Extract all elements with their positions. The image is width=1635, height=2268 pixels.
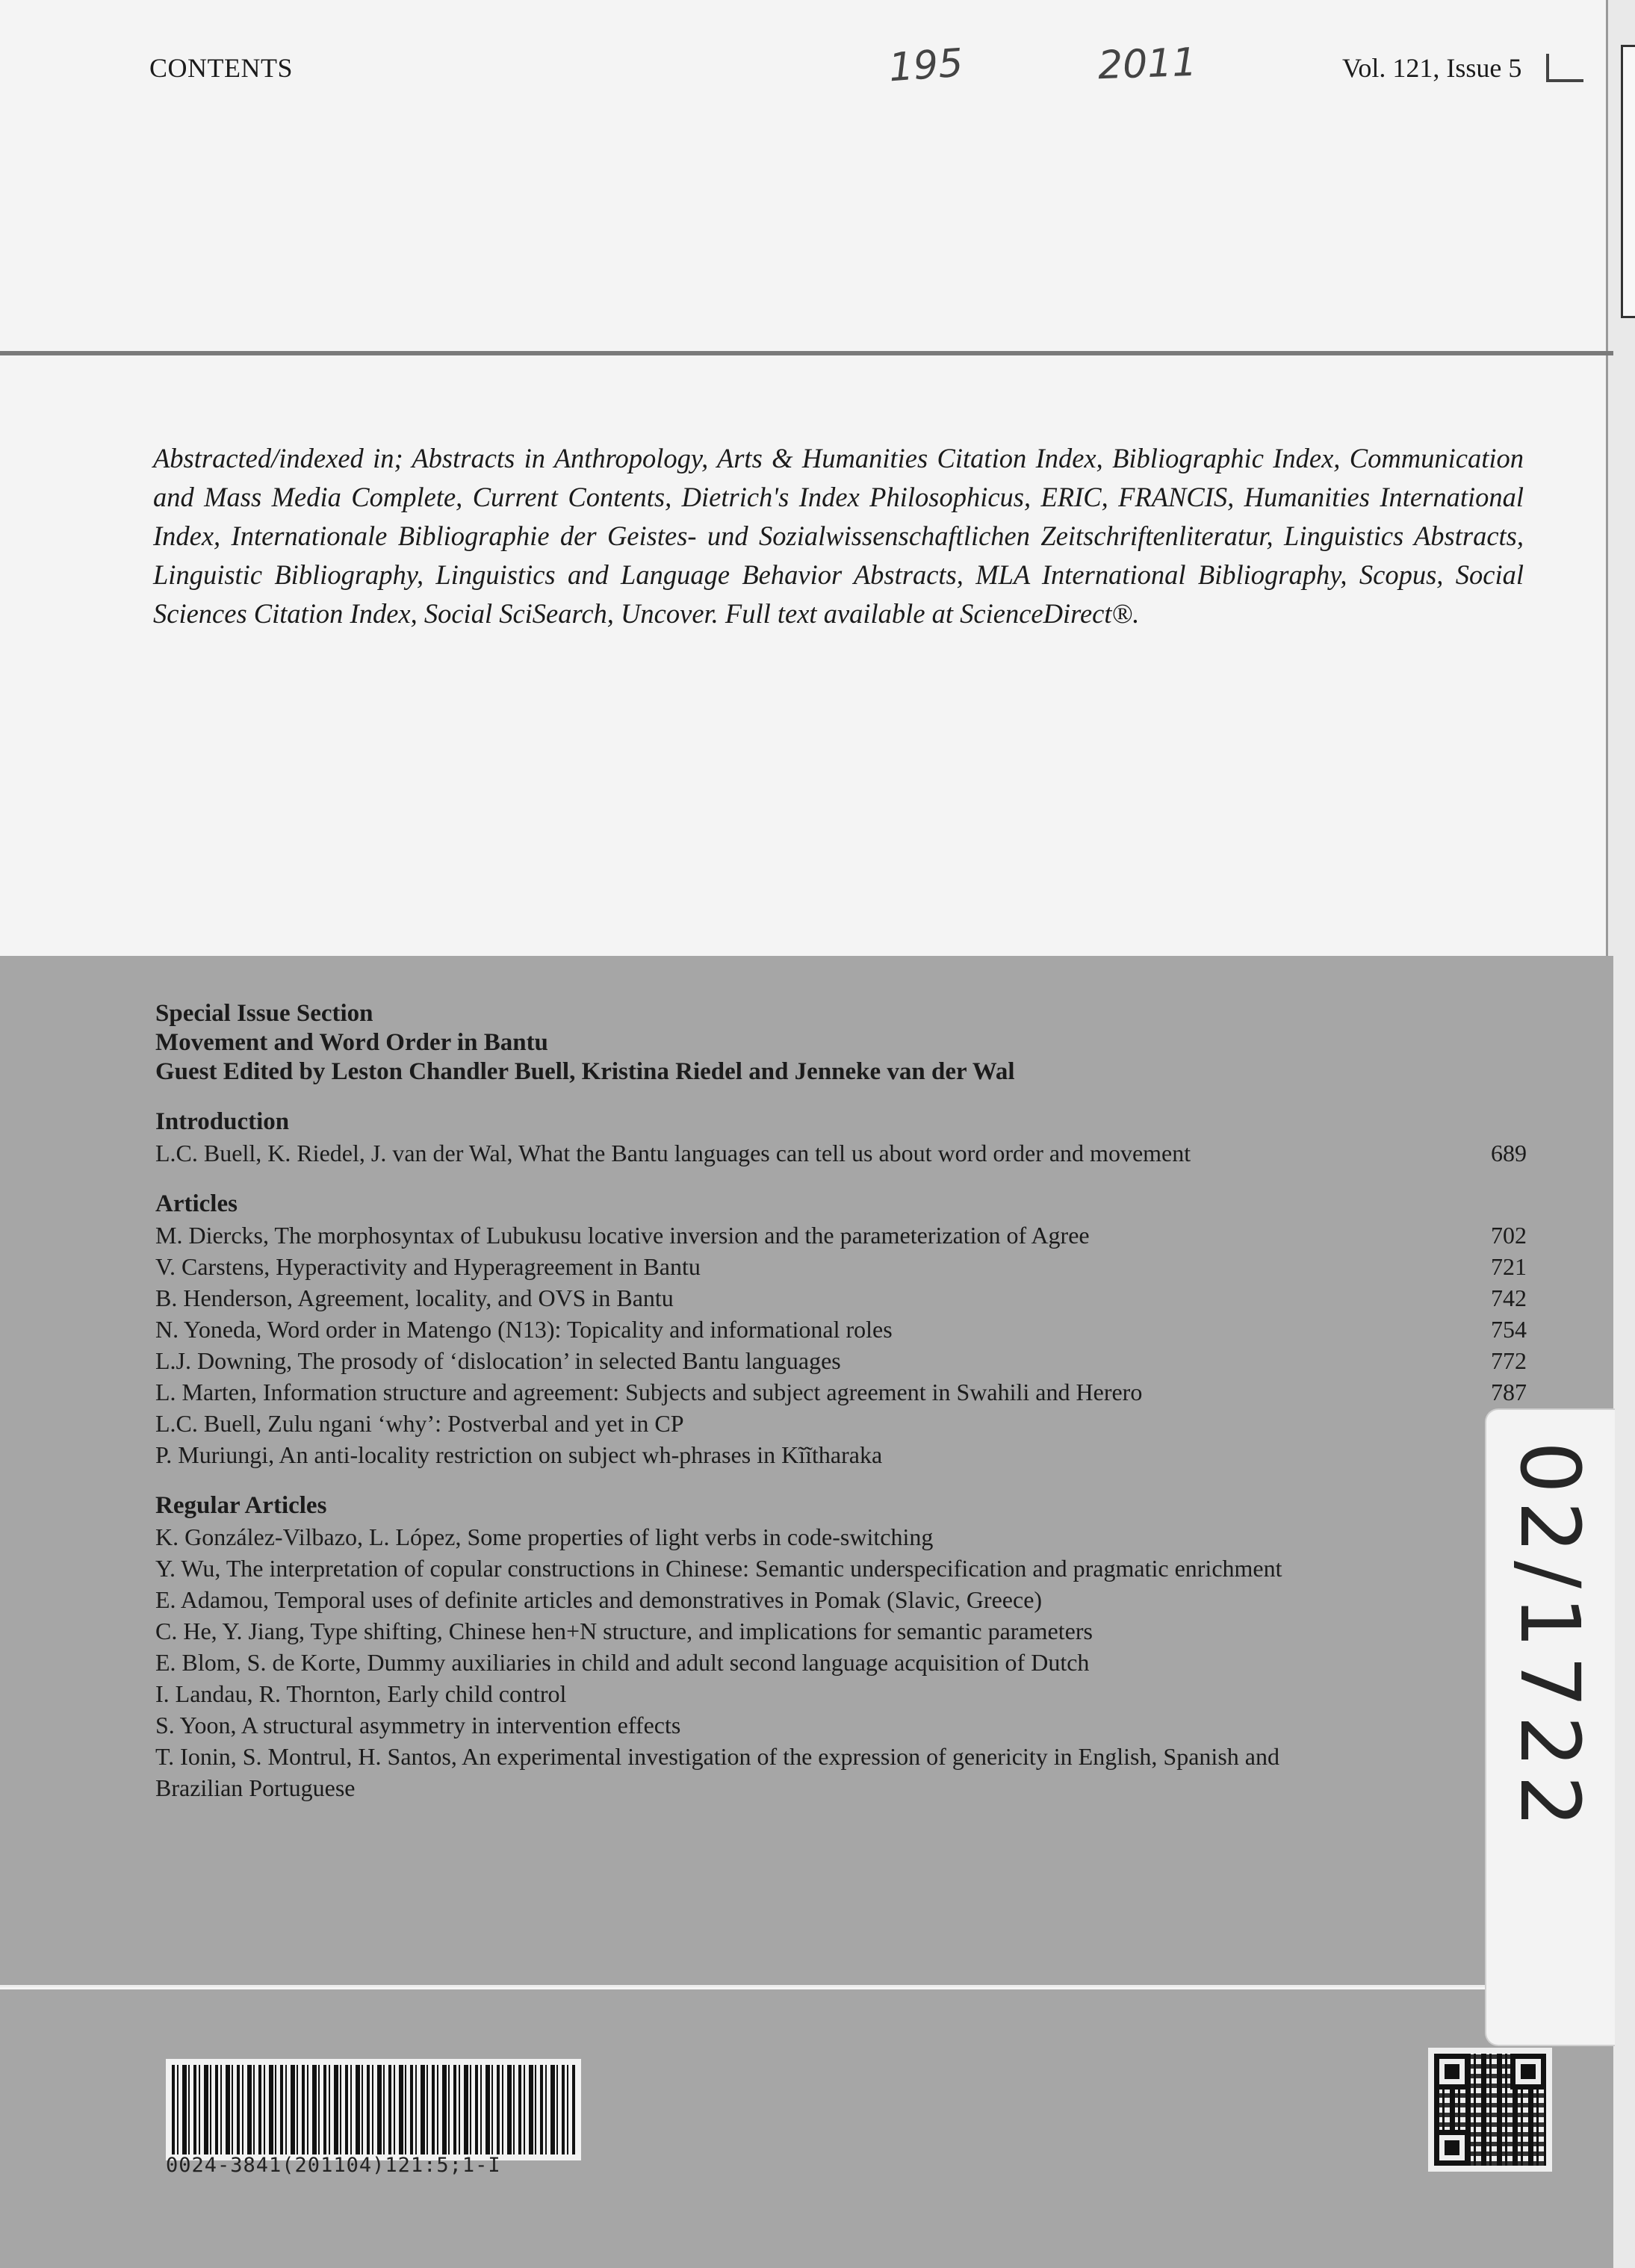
toc-entry-title: Y. Wu, The interpretation of copular constructions in Chinese: Semantic underspecification and pragmatic enrichment	[155, 1555, 1282, 1582]
toc-entry-title: E. Blom, S. de Korte, Dummy auxiliaries in child and adult second language acquisition of Dutch	[155, 1649, 1090, 1676]
toc-entry-title: Brazilian Portuguese	[155, 1774, 356, 1801]
toc-entry	[155, 1314, 1527, 1345]
toc-entry-page: 742	[1491, 1284, 1527, 1311]
handwritten-note-1: 195	[887, 40, 965, 91]
toc-entry-title: K. González-Vilbazo, L. López, Some properties of light verbs in code-switching	[155, 1523, 934, 1550]
volume-label: Vol. 121, Issue 5	[1342, 53, 1522, 83]
toc-entry-page: 787	[1491, 1379, 1527, 1405]
toc-entry	[155, 1678, 1515, 1709]
page-header	[0, 0, 1635, 105]
toc-entry	[155, 1553, 1515, 1584]
section-heading: Regular Articles	[155, 1492, 327, 1519]
special-issue-label: Special Issue Section	[155, 1000, 373, 1027]
toc-entry-title: L. Marten, Information structure and agreement: Subjects and subject agreement in Swahili and Herero	[155, 1379, 1143, 1405]
section-heading: Articles	[155, 1190, 238, 1217]
toc-entry	[155, 1741, 1515, 1772]
toc-entry	[155, 1376, 1527, 1408]
section-heading: Introduction	[155, 1108, 290, 1135]
toc-entry	[155, 1647, 1515, 1678]
page-edge-tab	[1621, 45, 1635, 318]
toc-entry	[155, 1137, 1527, 1169]
toc-entry-page: 689	[1491, 1140, 1527, 1166]
toc-entry-title: C. He, Y. Jiang, Type shifting, Chinese hen+N structure, and implications for semantic parameters	[155, 1618, 1093, 1644]
toc-entry-page: 754	[1491, 1316, 1527, 1343]
contents-panel	[0, 956, 1613, 1986]
table-of-contents	[155, 999, 1527, 1803]
toc-entry-title: L.C. Buell, K. Riedel, J. van der Wal, What the Bantu languages can tell us about word order and movement	[155, 1140, 1191, 1166]
toc-entry	[155, 1220, 1527, 1251]
toc-entry	[155, 1251, 1527, 1282]
divider	[0, 1985, 1613, 1987]
special-issue-editors: Guest Edited by Leston Chandler Buell, Kristina Riedel and Jenneke van der Wal	[155, 1058, 1015, 1085]
toc-entry	[155, 1615, 1515, 1647]
barcode-icon	[166, 2059, 581, 2160]
toc-entry-page: 772	[1491, 1347, 1527, 1374]
toc-entry	[155, 1439, 1515, 1470]
toc-entry-title: L.C. Buell, Zulu ngani ‘why’: Postverbal and yet in CP	[155, 1410, 684, 1437]
toc-entry	[155, 1772, 1515, 1803]
toc-entry	[155, 1282, 1527, 1314]
toc-entry-title: B. Henderson, Agreement, locality, and OVS in Bantu	[155, 1284, 674, 1311]
toc-entry-title: L.J. Downing, The prosody of ‘dislocation’ in selected Bantu languages	[155, 1347, 841, 1374]
barcode-text: 0024-3841(201104)121:5;1-I	[166, 2154, 501, 2177]
toc-entry	[155, 1521, 1515, 1553]
toc-entry-title: V. Carstens, Hyperactivity and Hyperagreement in Bantu	[155, 1253, 701, 1280]
toc-entry-title: N. Yoneda, Word order in Matengo (N13): Topicality and informational roles	[155, 1316, 893, 1343]
toc-entry	[155, 1709, 1515, 1741]
divider	[0, 351, 1613, 355]
sticker-text: 02/1722	[1502, 1441, 1598, 1835]
handwritten-note-2: 2011	[1096, 40, 1198, 89]
qr-code-icon	[1428, 2048, 1552, 2172]
handwritten-mark-icon	[1546, 54, 1583, 82]
toc-entry-title: S. Yoon, A structural asymmetry in intervention effects	[155, 1712, 681, 1739]
toc-entry-title: I. Landau, R. Thornton, Early child control	[155, 1680, 567, 1707]
special-issue-title: Movement and Word Order in Bantu	[155, 1029, 548, 1056]
toc-entry-title: E. Adamou, Temporal uses of definite articles and demonstratives in Pomak (Slavic, Greece)	[155, 1586, 1043, 1613]
toc-entry	[155, 1345, 1527, 1376]
toc-entry-title: T. Ionin, S. Montrul, H. Santos, An experimental investigation of the expression of genericity in English, Spanish and	[155, 1743, 1279, 1770]
indexed-in-text: Abstracted/indexed in; Abstracts in Anthropology, Arts & Humanities Citation Index, Bibliographic Index, Communication and Mass Media Complete, Current Contents, Dietrich's Index Philosophicus, ERIC, FRANCIS, Humanities International Index, Internationale Bibliographie der Geistes- und Sozialwissenschaftlichen Zeitschriftenliteratur, Linguistics Abstracts, Linguistic Bibliography, Linguistics and Language Behavior Abstracts, MLA International Bibliography, Scopus, Social Sciences Citation Index, Social SciSearch, Uncover. Full text available at ScienceDirect®.	[153, 443, 1524, 629]
toc-entry-title: P. Muriungi, An anti-locality restriction on subject wh-phrases in Kĩĩtharaka	[155, 1441, 883, 1468]
toc-entry	[155, 1584, 1515, 1615]
toc-entry-page: 721	[1491, 1253, 1527, 1280]
toc-entry	[155, 1408, 1515, 1439]
contents-heading: CONTENTS	[149, 53, 293, 83]
toc-entry-title: M. Diercks, The morphosyntax of Lubukusu locative inversion and the parameterization of Agree	[155, 1222, 1090, 1249]
toc-entry-page: 702	[1491, 1222, 1527, 1249]
